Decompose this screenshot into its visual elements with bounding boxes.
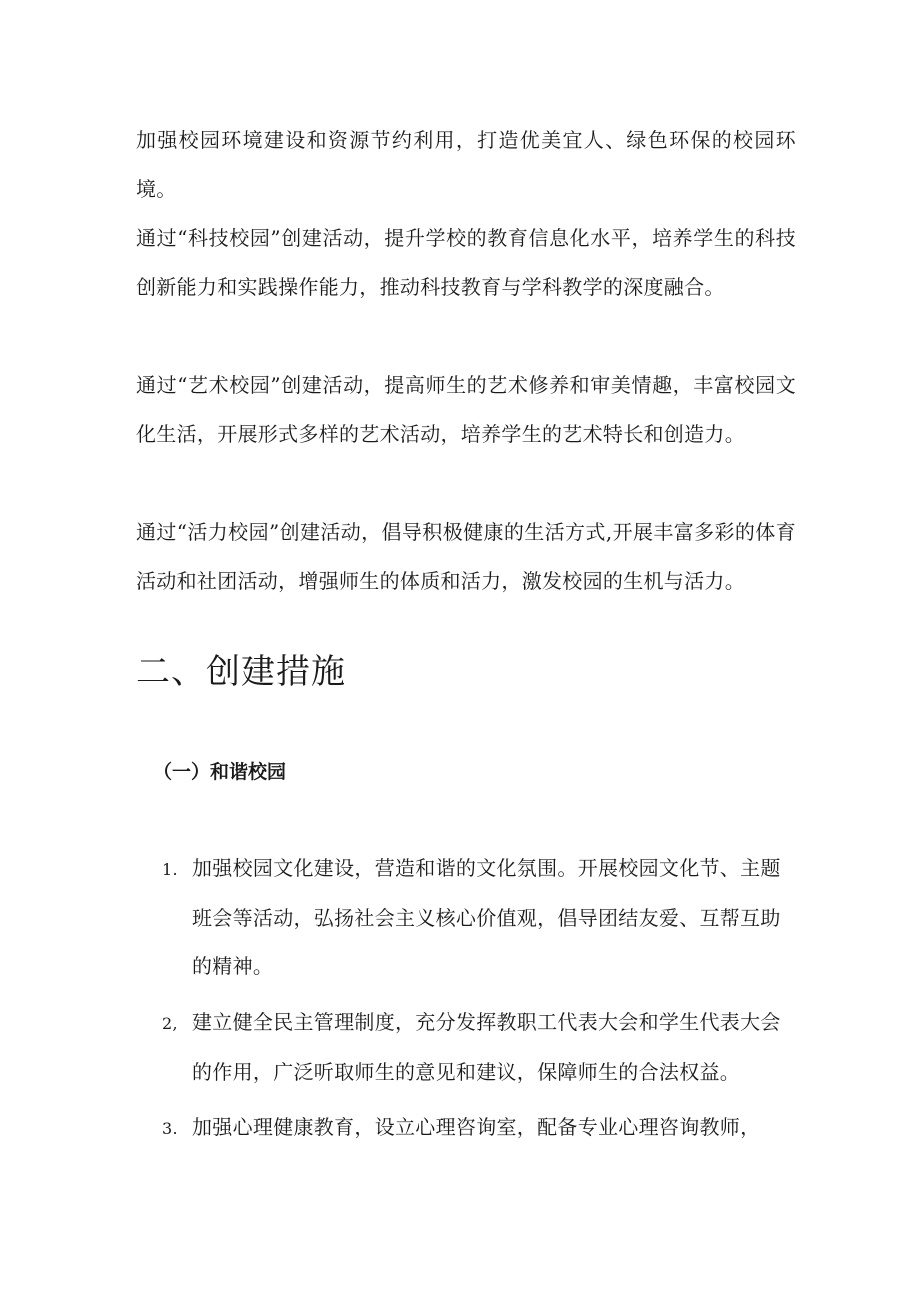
- section-heading: 二、创建措施: [136, 652, 346, 692]
- list-item-number: 1.: [162, 860, 178, 879]
- paragraph-environment: 加强校园环境建设和资源节约利用，打造优美宜人、绿色环保的校园环境。: [136, 128, 796, 201]
- list-item: [162, 998, 792, 1096]
- list-item: [162, 844, 792, 990]
- list-item-text: 建立健全民主管理制度，充分发挥教职工代表大会和学生代表大会的作用，广泛听取师生的意见和建议，保障师生的合法权益。: [192, 1010, 781, 1084]
- paragraph-art-campus: 通过“艺术校园”创建活动，提高师生的艺术修养和审美情趣，丰富校园文化生活，开展形式多样的艺术活动，培养学生的艺术特长和创造力。: [136, 373, 796, 446]
- list-item-number: 3.: [162, 1119, 178, 1138]
- paragraph-tech-campus: 通过“科技校园”创建活动，提升学校的教育信息化水平，培养学生的科技创新能力和实践操作能力，推动科技教育与学科教学的深度融合。: [136, 226, 796, 299]
- list-item-text: 加强心理健康教育，设立心理咨询室，配备专业心理咨询教师，: [192, 1115, 761, 1139]
- subsection-heading: （一）和谐校园: [153, 761, 287, 783]
- list-item: [162, 1103, 792, 1153]
- list-item-number: 2,: [162, 1014, 178, 1033]
- list-item-text: 加强校园文化建设，营造和谐的文化氛围。开展校园文化节、主题班会等活动，弘扬社会主义核心价值观，倡导团结友爱、互帮互助的精神。: [192, 856, 781, 978]
- paragraph-vitality-campus: 通过“活力校园”创建活动，倡导积极健康的生活方式,开展丰富多彩的体育活动和社团活动，增强师生的体质和活力，激发校园的生机与活力。: [136, 520, 796, 593]
